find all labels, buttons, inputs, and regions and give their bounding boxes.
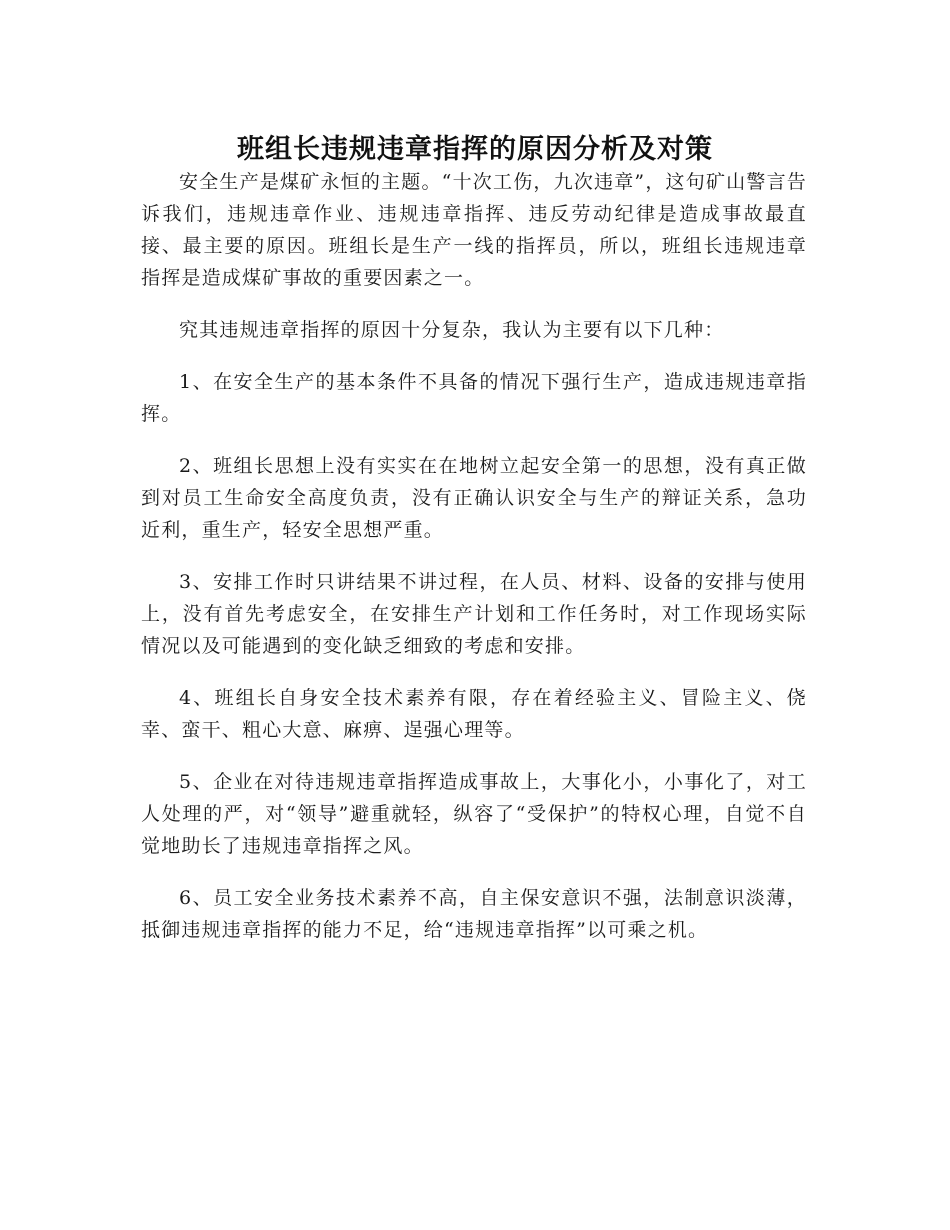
- causes-lead-paragraph: 究其违规违章指挥的原因十分复杂，我认为主要有以下几种：: [179, 319, 725, 341]
- cause-item-4: 4、班组长自身安全技术素养有限，存在着经验主义、冒险主义、侥幸、蛮干、粗心大意、麻痹、逞强心理等。: [141, 687, 807, 741]
- document-title: 班组长违规违章指挥的原因分析及对策: [237, 134, 713, 166]
- cause-item-1: 1、在安全生产的基本条件不具备的情况下强行生产，造成违规违章指挥。: [141, 371, 807, 425]
- document-body: [141, 166, 807, 946]
- cause-item-2: 2、班组长思想上没有实实在在地树立起安全第一的思想，没有真正做到对员工生命安全高度负责，没有正确认识安全与生产的辩证关系，急功近利，重生产，轻安全思想严重。: [141, 455, 807, 541]
- cause-item-3: 3、安排工作时只讲结果不讲过程，在人员、材料、设备的安排与使用上，没有首先考虑安全，在安排生产计划和工作任务时，对工作现场实际情况以及可能遇到的变化缺乏细致的考虑和安排。: [141, 571, 807, 657]
- intro-paragraph: 安全生产是煤矿永恒的主题。“十次工伤，九次违章”，这句矿山警言告诉我们，违规违章作业、违规违章指挥、违反劳动纪律是造成事故最直接、最主要的原因。班组长是生产一线的指挥员，所以，班组长违规违章指挥是造成煤矿事故的重要因素之一。: [141, 171, 807, 289]
- cause-item-6: 6、员工安全业务技术素养不高，自主保安意识不强，法制意识淡薄，抵御违规违章指挥的能力不足，给“违规违章指挥”以可乘之机。: [141, 887, 807, 941]
- cause-item-5: 5、企业在对待违规违章指挥造成事故上，大事化小，小事化了，对工人处理的严，对“领导”避重就轻，纵容了“受保护”的特权心理，自觉不自觉地助长了违规违章指挥之风。: [141, 771, 807, 857]
